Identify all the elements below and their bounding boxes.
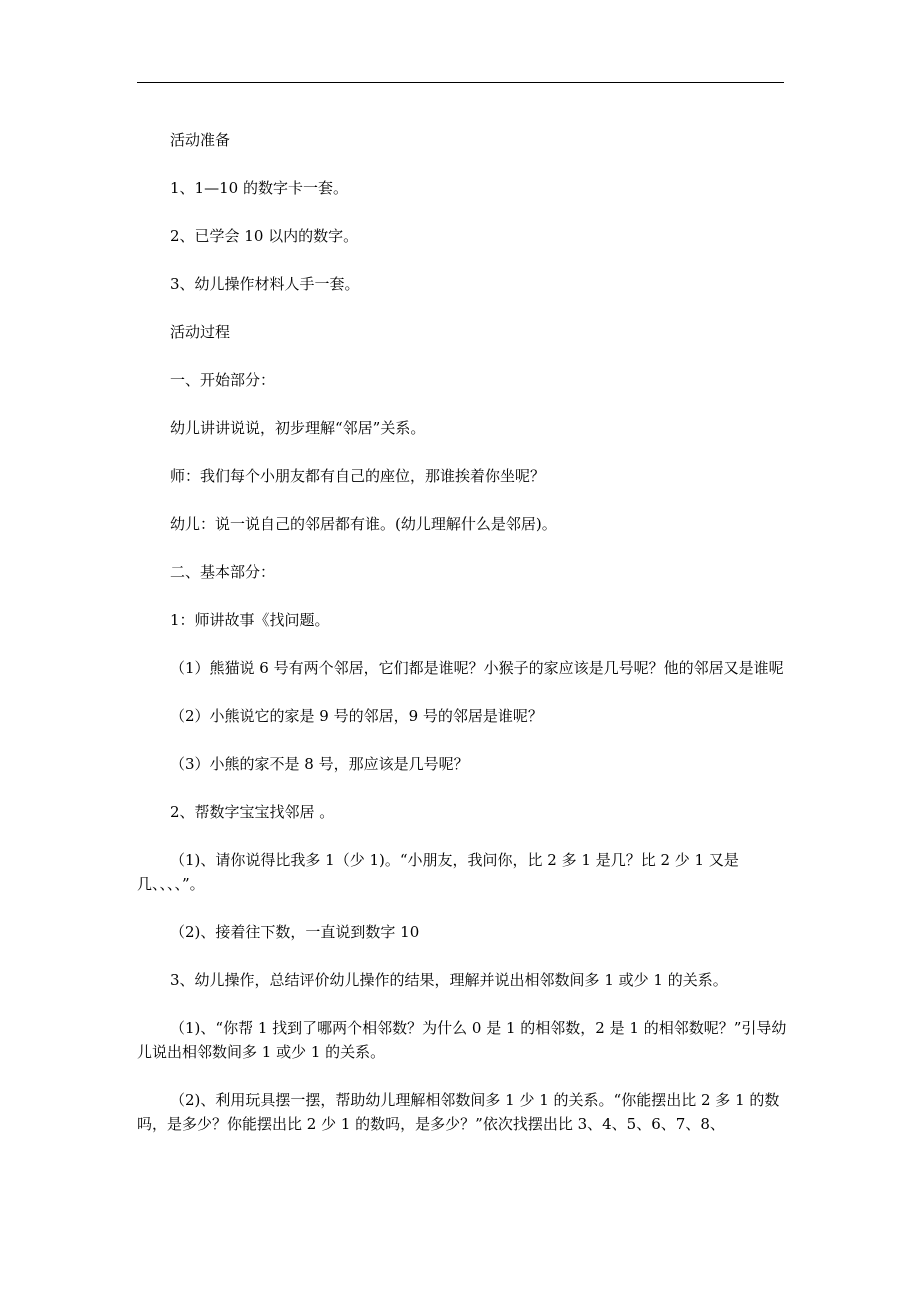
header-rule xyxy=(137,82,784,83)
heading-part-2: 二、基本部分： xyxy=(170,563,276,581)
paragraph-child-line: 幼儿：说一说自己的邻居都有谁。(幼儿理解什么是邻居)。 xyxy=(170,515,557,533)
document-body xyxy=(137,128,787,1136)
paragraph-story: 1：师讲故事《找问题。 xyxy=(170,611,330,629)
paragraph-operation-1: （1)、“你帮 1 找到了哪两个相邻数？为什么 0 是 1 的相邻数，2 是 1 的相邻数呢？”引导幼儿说出相邻数间多 1 或少 1 的关系。 xyxy=(137,1019,787,1061)
paragraph-find-2: （2)、接着往下数，一直说到数字 10 xyxy=(170,923,420,941)
paragraph-prep-1: 1、1—10 的数字卡一套。 xyxy=(170,179,348,197)
heading-part-1: 一、开始部分： xyxy=(170,371,276,389)
paragraph-prep-2: 2、已学会 10 以内的数字。 xyxy=(170,227,359,245)
paragraph-teacher-line: 师：我们每个小朋友都有自己的座位，那谁挨着你坐呢？ xyxy=(170,467,546,485)
paragraph-find-neighbors: 2、帮数字宝宝找邻居 。 xyxy=(170,803,335,821)
heading-preparation: 活动准备 xyxy=(170,131,231,149)
paragraph-part1-intro: 幼儿讲讲说说，初步理解“邻居”关系。 xyxy=(170,419,426,437)
paragraph-prep-3: 3、幼儿操作材料人手一套。 xyxy=(170,275,360,293)
heading-process: 活动过程 xyxy=(170,323,231,341)
paragraph-operation-2: （2)、利用玩具摆一摆，帮助幼儿理解相邻数间多 1 少 1 的关系。“你能摆出比 2 多 1 的数吗，是多少？你能摆出比 2 少 1 的数吗，是多少？”依次找摆出比 3、4、5、6、7、8、 xyxy=(137,1091,780,1133)
paragraph-find-1: （1)、请你说得比我多 1（少 1)。“小朋友，我问你，比 2 多 1 是几？比 2 少 1 又是几、、、、”。 xyxy=(137,851,739,893)
paragraph-story-3: （3）小熊的家不是 8 号，那应该是几号呢？ xyxy=(170,755,469,773)
paragraph-story-1: （1）熊猫说 6 号有两个邻居，它们都是谁呢？小猴子的家应该是几号呢？他的邻居又是谁呢 xyxy=(170,659,784,677)
paragraph-story-2: （2）小熊说它的家是 9 号的邻居，9 号的邻居是谁呢？ xyxy=(170,707,543,725)
paragraph-operation: 3、幼儿操作，总结评价幼儿操作的结果，理解并说出相邻数间多 1 或少 1 的关系。 xyxy=(170,971,728,989)
